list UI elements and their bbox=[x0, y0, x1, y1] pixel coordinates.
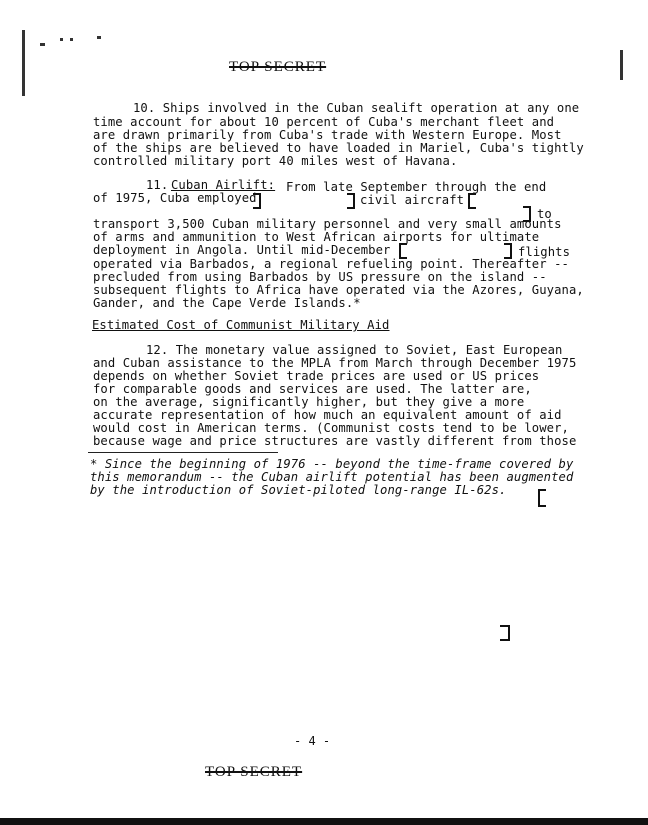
redaction-bracket-close bbox=[253, 193, 261, 209]
para10-line: controlled military port 40 miles west of Havana. bbox=[93, 154, 458, 168]
page-number: - 4 - bbox=[294, 734, 331, 748]
section-heading: Estimated Cost of Communist Military Aid bbox=[92, 318, 390, 332]
para11-line: flights bbox=[518, 245, 571, 259]
para11-line: civil aircraft bbox=[360, 193, 465, 207]
redaction-bracket-close bbox=[500, 625, 510, 641]
para12-line: accurate representation of how much an equivalent amount of aid bbox=[93, 408, 562, 422]
para11-line: transport 3,500 Cuban military personnel and very small amounts bbox=[93, 217, 562, 231]
para11-number: 11. bbox=[146, 178, 169, 192]
para10-line: time account for about 10 percent of Cuba's merchant fleet and bbox=[93, 115, 555, 129]
redaction-bracket-open bbox=[468, 193, 476, 209]
para12-line: on the average, significantly higher, but they give a more bbox=[93, 395, 525, 409]
para12-line: for comparable goods and services are used. The latter are, bbox=[93, 382, 532, 396]
scan-dot bbox=[97, 36, 101, 39]
classification-top: TOP SECRET bbox=[229, 59, 327, 75]
para11-line: Gander, and the Cape Verde Islands.* bbox=[93, 296, 361, 310]
para12-line: depends on whether Soviet trade prices are used or US prices bbox=[93, 369, 540, 383]
redaction-bracket-close bbox=[347, 193, 355, 209]
para12-line: 12. The monetary value assigned to Soviet, East European bbox=[146, 343, 563, 357]
redaction-bracket-open bbox=[538, 489, 546, 507]
scan-dot bbox=[60, 38, 63, 41]
para10-line: of the ships are believed to have loaded in Mariel, Cuba's tightly bbox=[93, 141, 584, 155]
scan-bottom-edge bbox=[0, 818, 648, 825]
para11-line: operated via Barbados, a regional refueling point. Thereafter -- bbox=[93, 257, 569, 271]
para10-line: 10. Ships involved in the Cuban sealift operation at any one bbox=[133, 101, 580, 115]
para12-line: because wage and price structures are vastly different from those bbox=[93, 434, 577, 448]
para12-line: and Cuban assistance to the MPLA from March through December 1975 bbox=[93, 356, 577, 370]
scan-dot bbox=[40, 43, 45, 46]
para11-line: From late September through the end bbox=[286, 180, 547, 194]
scan-edge-mark bbox=[620, 50, 623, 80]
scan-dot bbox=[70, 38, 73, 41]
para10-line: are drawn primarily from Cuba's trade with Western Europe. Most bbox=[93, 128, 562, 142]
scan-edge-mark bbox=[22, 30, 25, 96]
para11-line: of 1975, Cuba employed bbox=[93, 191, 257, 205]
para11-line: to bbox=[537, 207, 552, 221]
para11-line: precluded from using Barbados by US pressure on the island -- bbox=[93, 270, 547, 284]
footnote-line: * Since the beginning of 1976 -- beyond the time-frame covered by bbox=[90, 457, 574, 471]
classification-bottom: TOP SECRET bbox=[205, 764, 303, 780]
footnote-rule bbox=[88, 452, 278, 453]
para11-line: deployment in Angola. Until mid-December bbox=[93, 243, 391, 257]
para11-heading: Cuban Airlift: bbox=[171, 178, 276, 192]
para11-line: subsequent flights to Africa have operated via the Azores, Guyana, bbox=[93, 283, 584, 297]
para11-line: of arms and ammunition to West African airports for ultimate bbox=[93, 230, 540, 244]
para12-line: would cost in American terms. (Communist costs tend to be lower, bbox=[93, 421, 569, 435]
footnote-line: this memorandum -- the Cuban airlift potential has been augmented bbox=[90, 470, 574, 484]
footnote-line: by the introduction of Soviet-piloted long-range IL-62s. bbox=[90, 483, 507, 497]
